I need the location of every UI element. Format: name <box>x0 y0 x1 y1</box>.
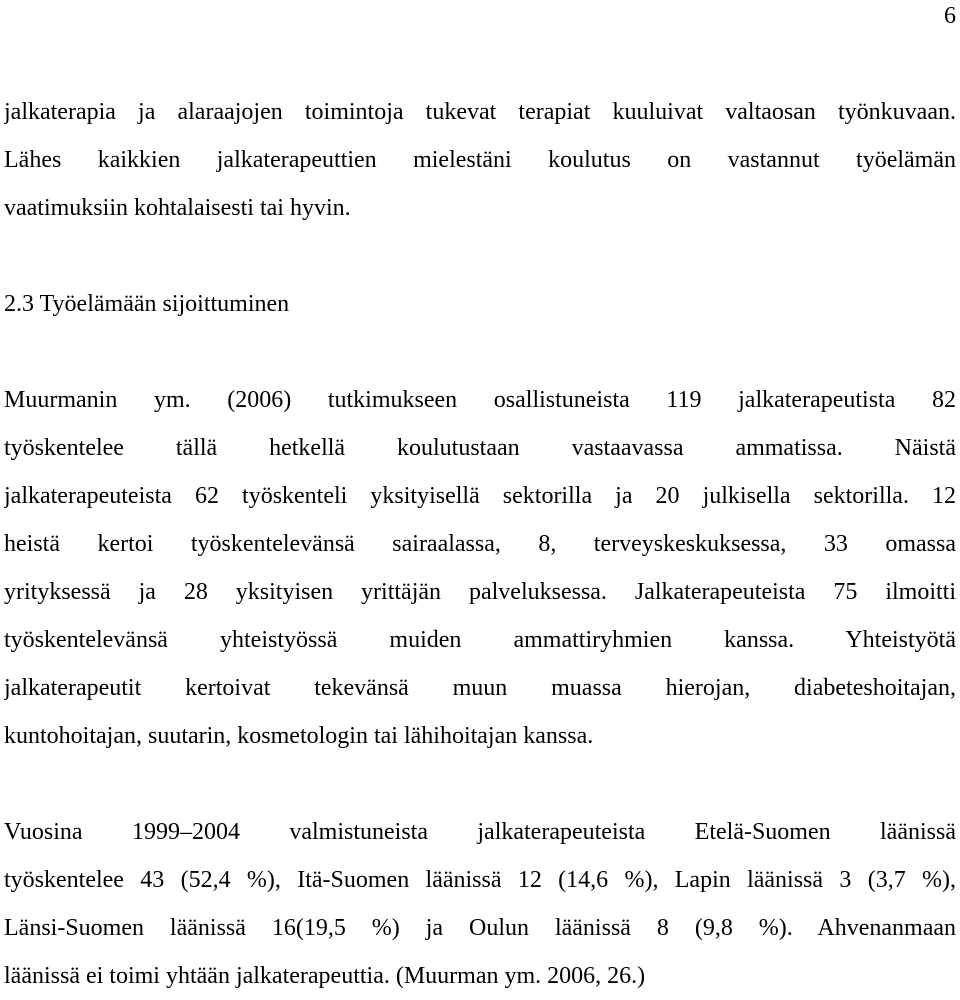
text-line: jalkaterapeuteista 62 työskenteli yksityisellä sektorilla ja 20 julkisella sektorilla. 12 <box>4 483 956 509</box>
text-line: työskentelee 43 (52,4 %), Itä-Suomen läänissä 12 (14,6 %), Lapin läänissä 3 (3,7 %), <box>4 867 956 893</box>
text-line: jalkaterapia ja alaraajojen toimintoja tukevat terapiat kuuluivat valtaosan työnkuvaan. <box>4 99 956 125</box>
paragraph-intro <box>4 88 956 232</box>
text-line: Vuosina 1999–2004 valmistuneista jalkaterapeuteista Etelä-Suomen läänissä <box>4 819 956 845</box>
text-line: Muurmanin ym. (2006) tutkimukseen osallistuneista 119 jalkaterapeutista 82 <box>4 387 956 413</box>
text-line: vaatimuksiin kohtalaisesti tai hyvin. <box>4 195 351 221</box>
section-heading: 2.3 Työelämään sijoittuminen <box>4 291 290 317</box>
page-number: 6 <box>944 3 956 29</box>
text-line: jalkaterapeutit kertoivat tekevänsä muun muassa hierojan, diabeteshoitajan, <box>4 675 956 701</box>
paragraph-employment <box>4 376 956 760</box>
paragraph-regions <box>4 808 956 1000</box>
text-line: kuntohoitajan, suutarin, kosmetologin tai lähihoitajan kanssa. <box>4 723 594 749</box>
text-line: heistä kertoi työskentelevänsä sairaalassa, 8, terveyskeskuksessa, 33 omassa <box>4 531 956 557</box>
document-body <box>4 88 956 1000</box>
text-line: työskentelee tällä hetkellä koulutustaan vastaavassa ammatissa. Näistä <box>4 435 956 461</box>
text-line: yrityksessä ja 28 yksityisen yrittäjän palveluksessa. Jalkaterapeuteista 75 ilmoitti <box>4 579 956 605</box>
text-line: Länsi-Suomen läänissä 16(19,5 %) ja Oulun läänissä 8 (9,8 %). Ahvenanmaan <box>4 915 956 941</box>
text-line: Lähes kaikkien jalkaterapeuttien mielestäni koulutus on vastannut työelämän <box>4 147 956 173</box>
text-line: työskentelevänsä yhteistyössä muiden ammattiryhmien kanssa. Yhteistyötä <box>4 627 956 653</box>
text-line: läänissä ei toimi yhtään jalkaterapeuttia. (Muurman ym. 2006, 26.) <box>4 963 646 989</box>
